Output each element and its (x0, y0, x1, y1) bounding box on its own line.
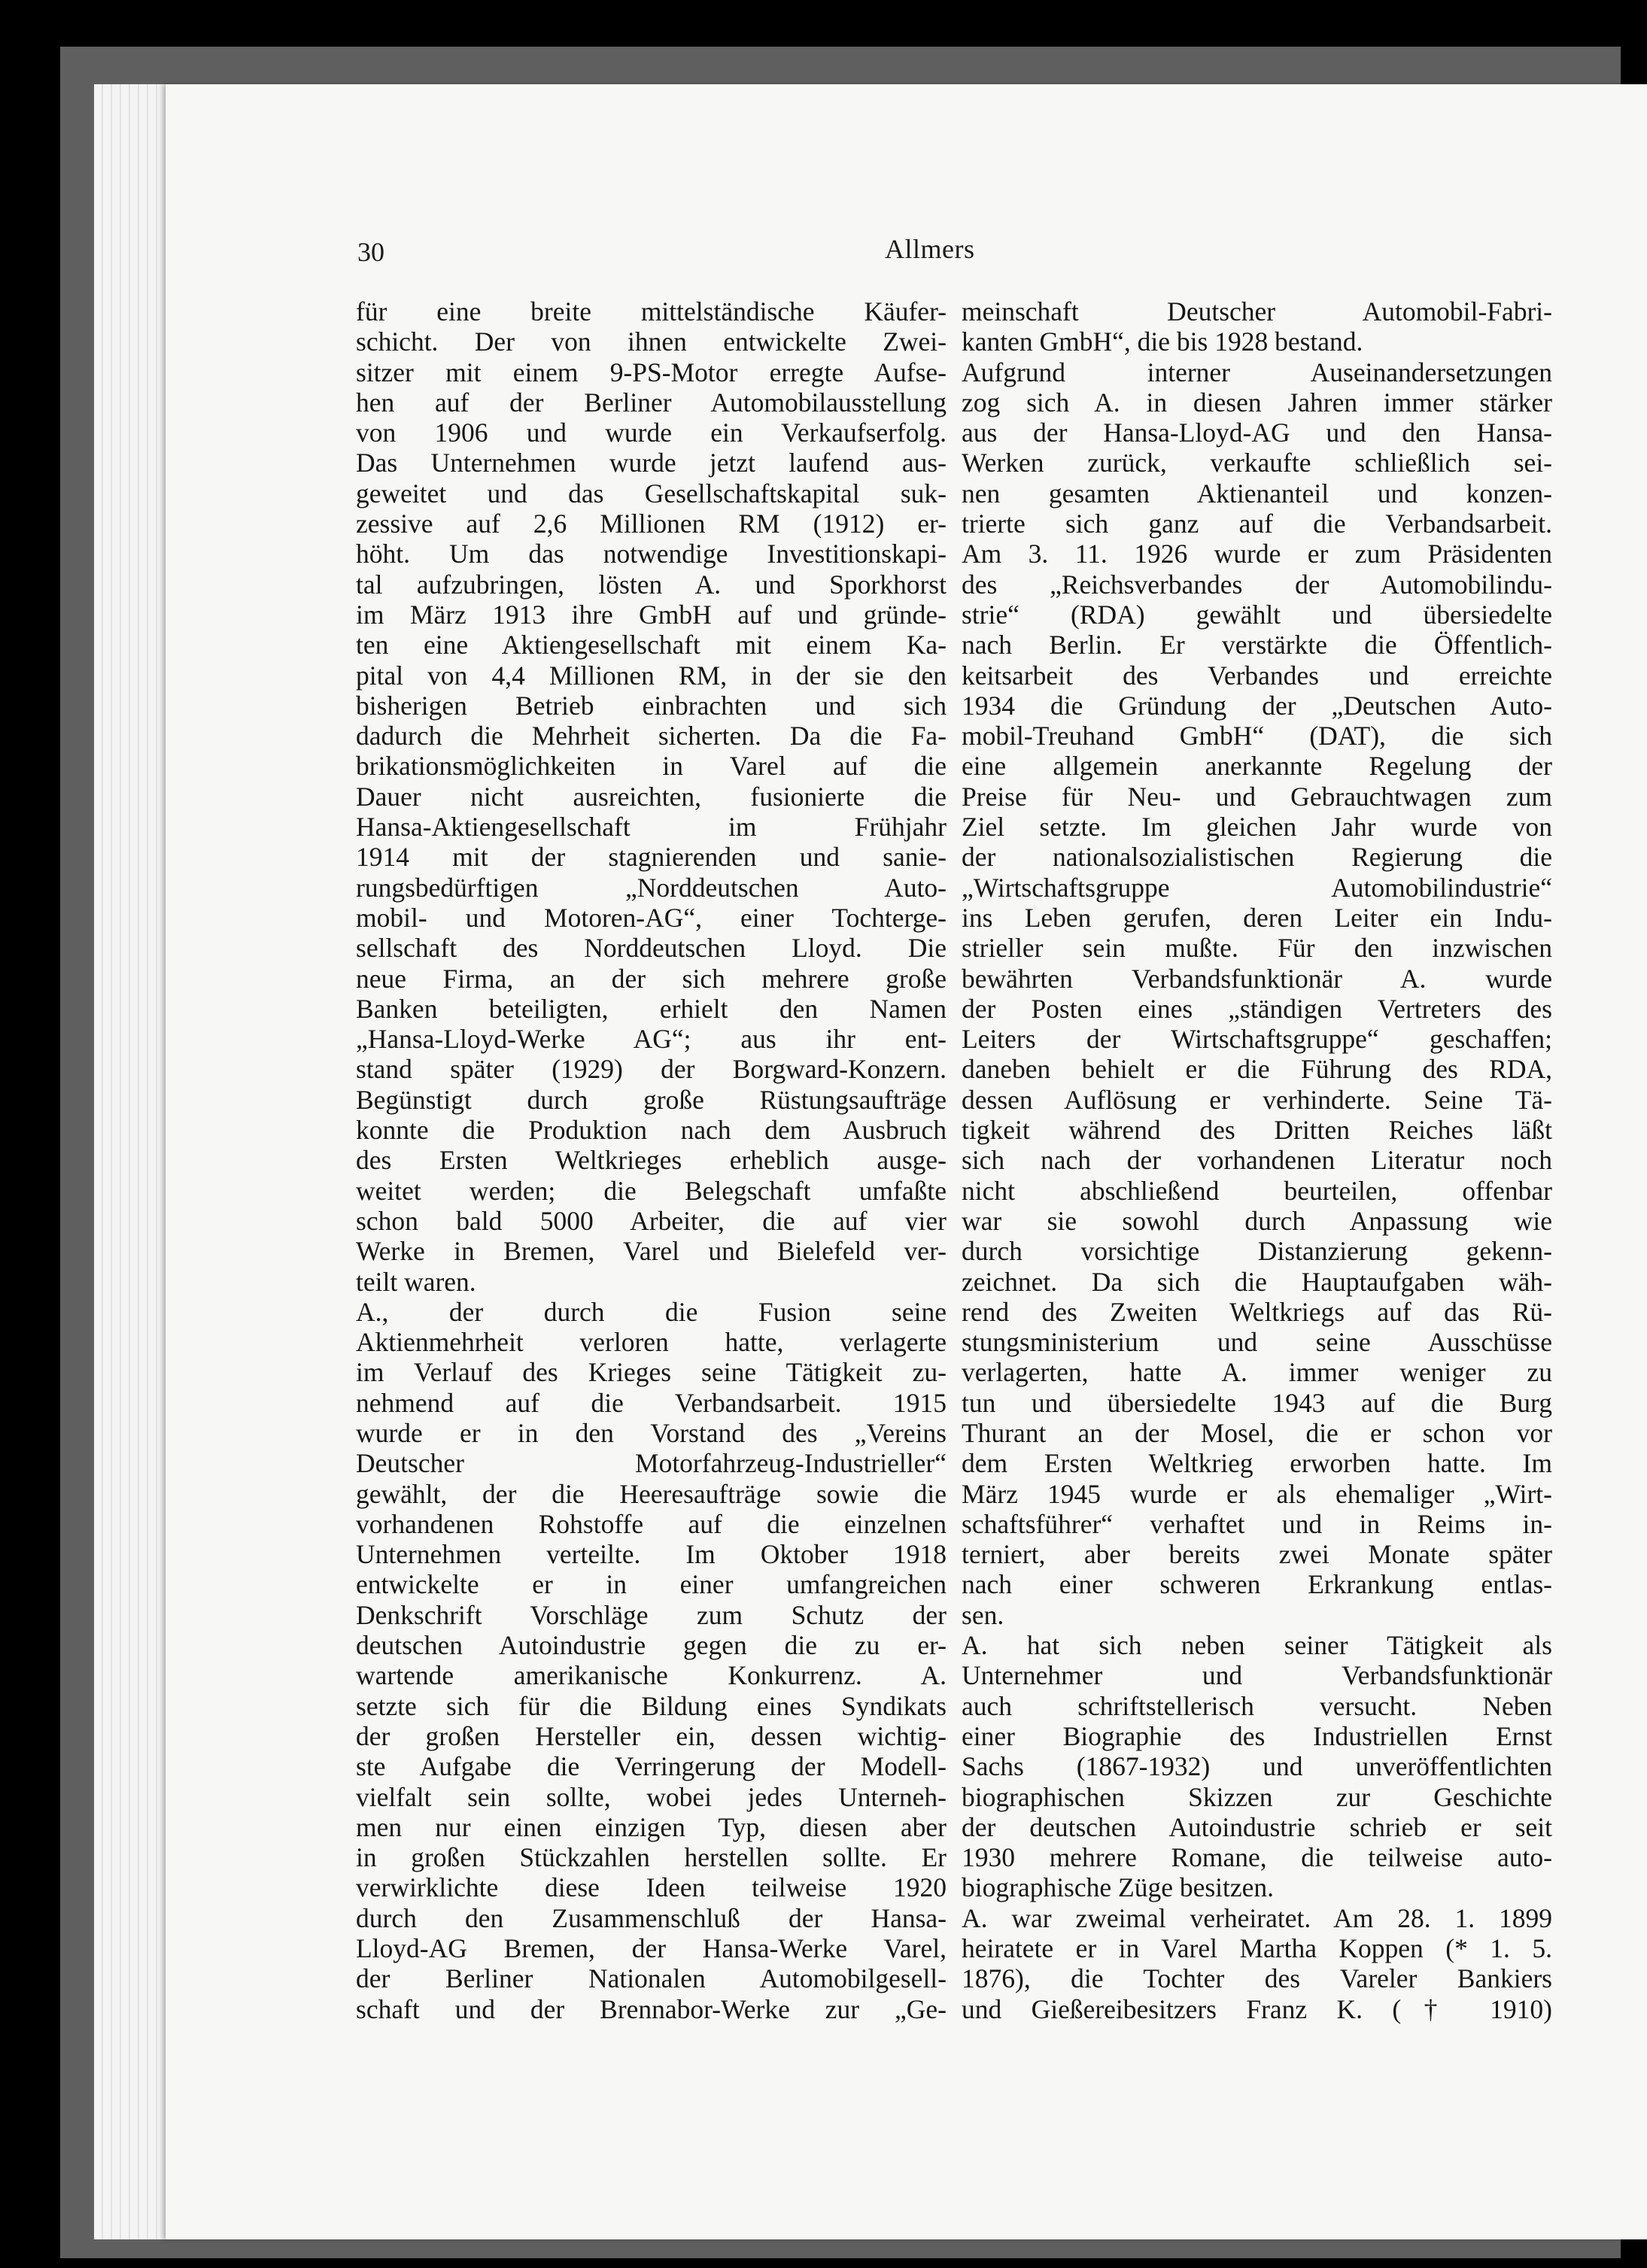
text-line: sellschaft des Norddeutschen Lloyd. Die (356, 933, 947, 964)
text-line: war sie sowohl durch Anpassung wie (962, 1205, 1552, 1236)
text-line: ste Aufgabe die Verringerung der Modell- (356, 1751, 947, 1782)
text-line: schaftsführer“ verhaftet und in Reims in- (962, 1508, 1552, 1539)
text-line: Thurant an der Mosel, die er schon vor (962, 1417, 1552, 1448)
text-line: März 1945 wurde er als ehemaliger „Wirt- (962, 1478, 1552, 1509)
text-line: nach einer schweren Erkrankung entlas- (962, 1569, 1552, 1600)
text-line: der Berliner Nationalen Automobilgesell- (356, 1963, 947, 1994)
text-line: einer Biographie des Industriellen Ernst (962, 1720, 1552, 1751)
text-line: sich nach der vorhandenen Literatur noch (962, 1145, 1552, 1176)
text-line: setzte sich für die Bildung eines Syndikats (356, 1690, 947, 1721)
text-line: dem Ersten Weltkrieg erworben hatte. Im (962, 1448, 1552, 1479)
text-line: nicht abschließend beurteilen, offenbar (962, 1175, 1552, 1206)
text-line: 1876), die Tochter des Vareler Bankiers (962, 1963, 1552, 1994)
text-line: Das Unternehmen wurde jetzt laufend aus- (356, 448, 947, 478)
text-line: von 1906 und wurde ein Verkaufserfolg. (356, 417, 947, 448)
text-line: ten eine Aktiengesellschaft mit einem Ka- (356, 630, 947, 660)
text-line: auch schriftstellerisch versucht. Neben (962, 1690, 1552, 1721)
text-line: biographischen Skizzen zur Geschichte (962, 1781, 1552, 1812)
text-line: Unternehmen verteilte. Im Oktober 1918 (356, 1539, 947, 1570)
text-line: sen. (962, 1599, 1004, 1630)
text-line: Hansa-Aktiengesellschaft im Frühjahr (356, 812, 947, 843)
text-line: Aufgrund interner Auseinandersetzungen (962, 357, 1552, 387)
text-line: Ziel setzte. Im gleichen Jahr wurde von (962, 812, 1552, 843)
text-line: für eine breite mittelständische Käufer- (356, 296, 947, 326)
text-line: durch den Zusammenschluß der Hansa- (356, 1902, 947, 1933)
text-line: der nationalsozialistischen Regierung die (962, 842, 1552, 873)
text-line: zeichnet. Da sich die Hauptaufgaben wäh- (962, 1266, 1552, 1297)
text-line: wurde er in den Vorstand des „Vereins (356, 1417, 947, 1448)
text-line: Am 3. 11. 1926 wurde er zum Präsidenten (962, 539, 1552, 569)
text-line: strie“ (RDA) gewählt und übersiedelte (962, 599, 1552, 630)
text-line: meinschaft Deutscher Automobil-Fabri- (962, 296, 1552, 326)
text-line: Aktienmehrheit verloren hatte, verlagerte (356, 1327, 947, 1358)
text-line: Werken zurück, verkaufte schließlich sei- (962, 448, 1552, 478)
text-line: neue Firma, an der sich mehrere große (356, 963, 947, 994)
page-number: 30 (357, 237, 384, 267)
text-line: „Hansa-Lloyd-Werke AG“; aus ihr ent- (356, 1024, 947, 1055)
text-line: schon bald 5000 Arbeiter, die auf vier (356, 1205, 947, 1236)
text-line: Preise für Neu- und Gebrauchtwagen zum (962, 781, 1552, 812)
text-line: deutschen Autoindustrie gegen die zu er- (356, 1630, 947, 1661)
text-line: des „Reichsverbandes der Automobilindu- (962, 569, 1552, 600)
text-line: entwickelte er in einer umfangreichen (356, 1569, 947, 1600)
text-line: 1934 die Gründung der „Deutschen Auto- (962, 690, 1552, 721)
text-line: dessen Auflösung er verhinderte. Seine Tä- (962, 1084, 1552, 1115)
text-line: bisherigen Betrieb einbrachten und sich (356, 690, 947, 721)
text-line: teilt waren. (356, 1266, 476, 1297)
left-text-column (356, 296, 947, 2024)
text-line: sitzer mit einem 9-PS-Motor erregte Aufse- (356, 357, 947, 387)
text-line: trierte sich ganz auf die Verbandsarbeit. (962, 509, 1552, 539)
text-line: A., der durch die Fusion seine (356, 1296, 947, 1327)
text-line: stand später (1929) der Borgward-Konzern. (356, 1054, 947, 1085)
text-line: mobil-Treuhand GmbH“ (DAT), die sich (962, 721, 1552, 751)
text-line: und Gießereibesitzers Franz K. († 1910) (962, 1993, 1552, 2024)
text-line: wartende amerikanische Konkurrenz. A. (356, 1660, 947, 1691)
text-line: ins Leben gerufen, deren Leiter ein Indu- (962, 902, 1552, 933)
text-line: men nur einen einzigen Typ, diesen aber (356, 1811, 947, 1842)
text-line: Deutscher Motorfahrzeug-Industrieller“ (356, 1448, 947, 1479)
text-line: Sachs (1867-1932) und unveröffentlichten (962, 1751, 1552, 1782)
text-line: vielfalt sein sollte, wobei jedes Unterneh- (356, 1781, 947, 1812)
text-line: tigkeit während des Dritten Reiches läßt (962, 1115, 1552, 1146)
right-text-column (962, 296, 1552, 2024)
text-line: der Posten eines „ständigen Vertreters des (962, 993, 1552, 1024)
text-line: Dauer nicht ausreichten, fusionierte die (356, 781, 947, 812)
text-line: Lloyd-AG Bremen, der Hansa-Werke Varel, (356, 1933, 947, 1964)
text-line: A. hat sich neben seiner Tätigkeit als (962, 1630, 1552, 1661)
text-line: tun und übersiedelte 1943 auf die Burg (962, 1387, 1552, 1418)
text-line: Begünstigt durch große Rüstungsaufträge (356, 1084, 947, 1115)
text-line: der deutschen Autoindustrie schrieb er seit (962, 1811, 1552, 1842)
text-line: kanten GmbH“, die bis 1928 bestand. (962, 326, 1363, 357)
text-line: nehmend auf die Verbandsarbeit. 1915 (356, 1387, 947, 1418)
text-line: höht. Um das notwendige Investitionskapi- (356, 539, 947, 569)
text-line: nach Berlin. Er verstärkte die Öffentlich- (962, 630, 1552, 660)
text-line: konnte die Produktion nach dem Ausbruch (356, 1115, 947, 1146)
text-line: eine allgemein anerkannte Regelung der (962, 751, 1552, 782)
text-line: verwirklichte diese Ideen teilweise 1920 (356, 1872, 947, 1903)
text-line: pital von 4,4 Millionen RM, in der sie den (356, 660, 947, 691)
text-line: daneben behielt er die Führung des RDA, (962, 1054, 1552, 1085)
text-line: zog sich A. in diesen Jahren immer stärker (962, 387, 1552, 417)
text-line: nen gesamten Aktienanteil und konzen- (962, 478, 1552, 509)
text-line: im Verlauf des Krieges seine Tätigkeit zu- (356, 1357, 947, 1388)
text-line: vorhandenen Rohstoffe auf die einzelnen (356, 1508, 947, 1539)
text-line: strieller sein mußte. Für den inzwischen (962, 933, 1552, 964)
text-line: biographische Züge besitzen. (962, 1872, 1275, 1903)
text-line: 1914 mit der stagnierenden und sanie- (356, 842, 947, 873)
text-line: dadurch die Mehrheit sicherten. Da die Fa- (356, 721, 947, 751)
text-line: rend des Zweiten Weltkriegs auf das Rü- (962, 1296, 1552, 1327)
text-line: durch vorsichtige Distanzierung gekenn- (962, 1236, 1552, 1267)
text-line: 1930 mehrere Romane, die teilweise auto- (962, 1842, 1552, 1873)
text-line: A. war zweimal verheiratet. Am 28. 1. 1899 (962, 1902, 1552, 1933)
text-line: terniert, aber bereits zwei Monate später (962, 1539, 1552, 1570)
text-line: Leiters der Wirtschaftsgruppe“ geschaffen; (962, 1024, 1552, 1055)
text-line: weitet werden; die Belegschaft umfaßte (356, 1175, 947, 1206)
text-line: Banken beteiligten, erhielt den Namen (356, 993, 947, 1024)
text-line: stungsministerium und seine Ausschüsse (962, 1327, 1552, 1358)
text-line: schicht. Der von ihnen entwickelte Zwei- (356, 326, 947, 357)
text-line: Denkschrift Vorschläge zum Schutz der (356, 1599, 947, 1630)
text-line: in großen Stückzahlen herstellen sollte. Er (356, 1842, 947, 1873)
text-line: heiratete er in Varel Martha Koppen (* 1. 5. (962, 1933, 1552, 1964)
text-line: gewählt, der die Heeresaufträge sowie die (356, 1478, 947, 1509)
text-line: zessive auf 2,6 Millionen RM (1912) er- (356, 509, 947, 539)
text-line: im März 1913 ihre GmbH auf und gründe- (356, 599, 947, 630)
text-line: geweitet und das Gesellschaftskapital suk- (356, 478, 947, 509)
text-line: keitsarbeit des Verbandes und erreichte (962, 660, 1552, 691)
text-line: hen auf der Berliner Automobilausstellung (356, 387, 947, 417)
text-line: brikationsmöglichkeiten in Varel auf die (356, 751, 947, 782)
text-line: Unternehmer und Verbandsfunktionär (962, 1660, 1552, 1691)
text-line: bewährten Verbandsfunktionär A. wurde (962, 963, 1552, 994)
text-line: aus der Hansa-Lloyd-AG und den Hansa- (962, 417, 1552, 448)
text-line: mobil- und Motoren-AG“, einer Tochterge- (356, 902, 947, 933)
text-line: schaft und der Brennabor-Werke zur „Ge- (356, 1993, 947, 2024)
text-line: „Wirtschaftsgruppe Automobilindustrie“ (962, 872, 1552, 903)
text-line: der großen Hersteller ein, dessen wichtig- (356, 1720, 947, 1751)
text-line: Werke in Bremen, Varel und Bielefeld ver- (356, 1236, 947, 1267)
text-line: rungsbedürftigen „Norddeutschen Auto- (356, 872, 947, 903)
running-head: Allmers (885, 234, 975, 264)
text-line: des Ersten Weltkrieges erheblich ausge- (356, 1145, 947, 1176)
text-line: verlagerten, hatte A. immer weniger zu (962, 1357, 1552, 1388)
text-line: tal aufzubringen, lösten A. und Sporkhorst (356, 569, 947, 600)
